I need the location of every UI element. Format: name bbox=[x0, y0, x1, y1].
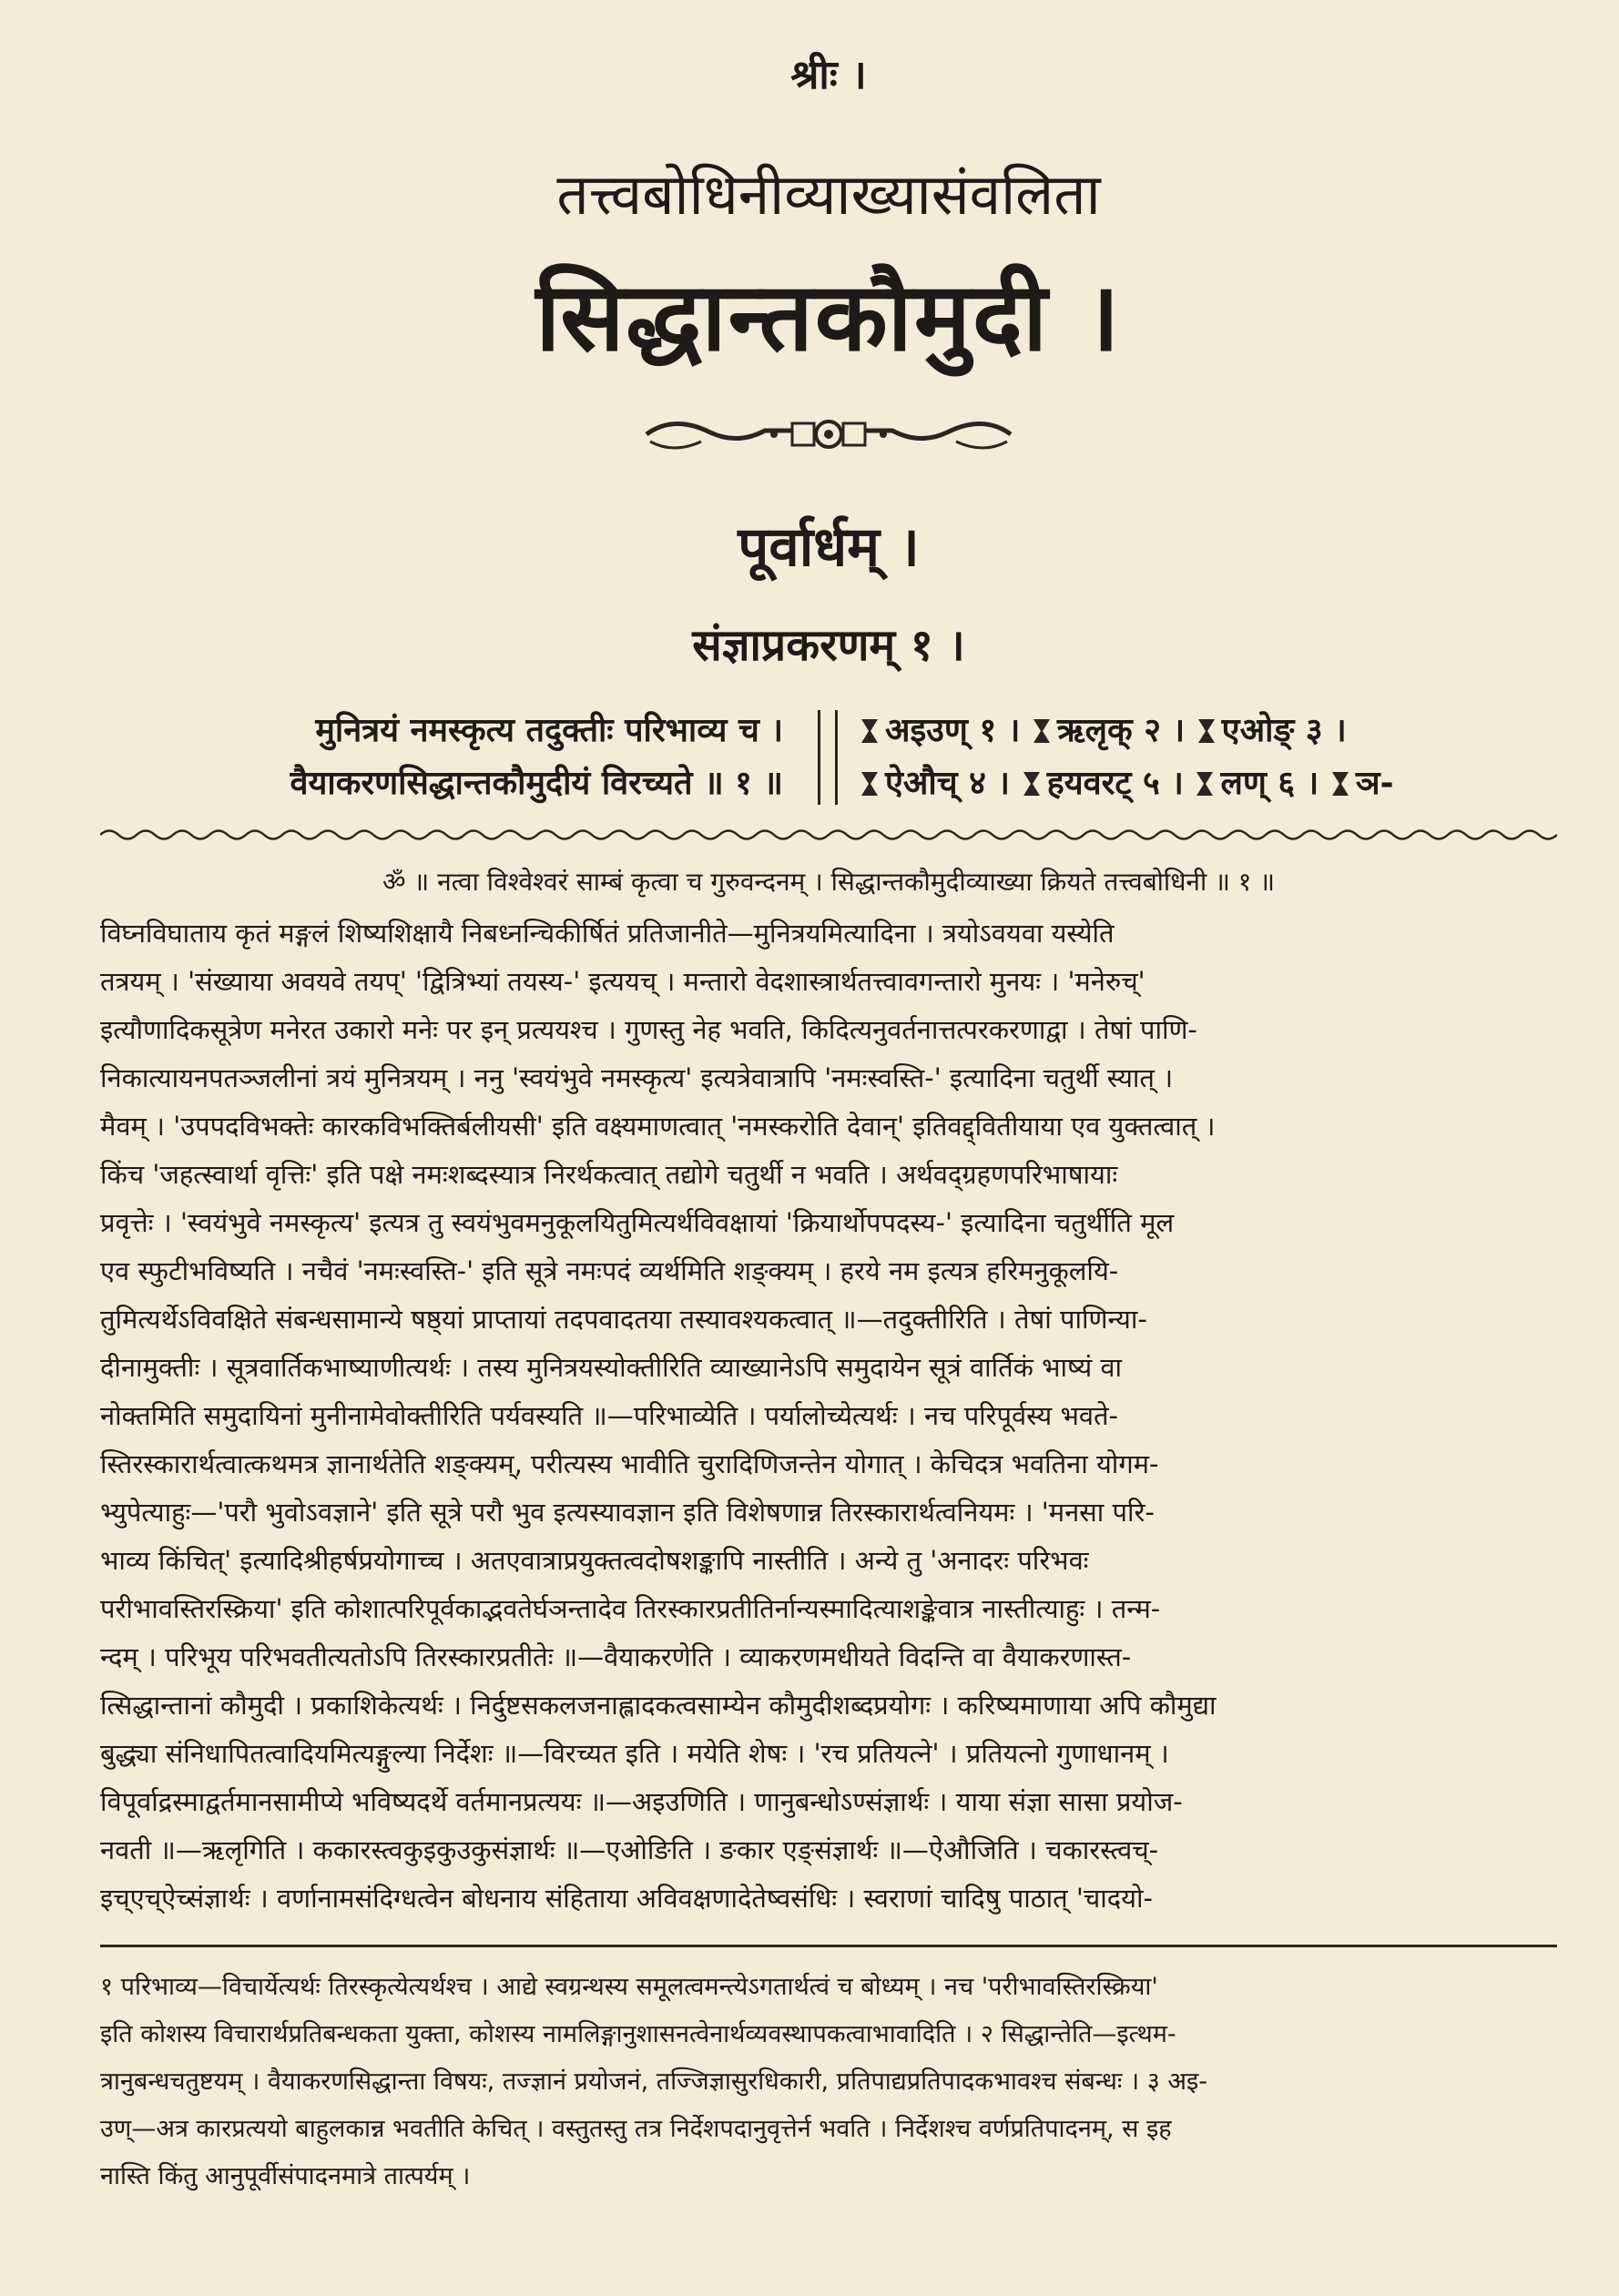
section-heading: संज्ञाप्रकरणम् १ । bbox=[692, 620, 965, 671]
footnote-line: नास्ति किंतु आनुपूर्वीसंपादनमात्रे तात्पर्यम् । bbox=[100, 2162, 471, 2190]
commentary-line: न्दम् । परिभूय परिभवतीत्यतोऽपि तिरस्कारप्रतीतेः ॥—वैयाकरणेति । व्याकरणमधीयते विदन्ति वा वैयाकरणास्त- bbox=[100, 1641, 1132, 1672]
footnote-line: १ परिभाव्य—विचार्येत्यर्थः तिरस्कृत्येत्यर्थश्च । आद्ये स्वग्रन्थस्य समूलत्वमन्त्येऽगतार्थत्वं च बोध्यम् । नच 'परीभावस्तिरस्क्रिया' bbox=[100, 1973, 1158, 2001]
commentary-line: प्रवृत्तेः । 'स्वयंभुवे नमस्कृत्य' इत्यत्र तु स्वयंभुवमनुकूलयितुमित्यर्थविवक्षायां 'क्रियार्थोपपदस्य-' इत्यादिना चतुर्थीति मूल bbox=[100, 1207, 1175, 1238]
column-divider bbox=[818, 710, 820, 805]
footnotes bbox=[100, 1964, 1557, 2200]
commentary-line: इत्यौणादिकसूत्रेण मनेरत उकारो मनेः पर इन् प्रत्ययश्च । गुणस्तु नेह भवति, किदित्यनुवर्तनात्तत्परकरणाद्वा । तेषां पाणि- bbox=[100, 1014, 1197, 1045]
commentary-line: स्तिरस्कारार्थत्वात्कथमत्र ज्ञानार्थतेति शङ्क्यम्, परीत्यस्य भावीति चुरादिणिजन्तेन योगात् । केचिदत्र भवतिना योगम- bbox=[100, 1448, 1159, 1479]
commentary-line: नोक्तमिति समुदायिनां मुनीनामेवोक्तीरिति पर्यवस्यति ॥—परिभाव्येति । पर्यालोच्येत्यर्थः । नच परिपूर्वस्य भवते- bbox=[100, 1400, 1118, 1431]
footnote-line: त्रानुबन्धचतुष्टयम् । वैयाकरणसिद्धान्ता विषयः, तज्ज्ञानं प्रयोजनं, तज्जिज्ञासुरधिकारी, प्रतिपाद्यप्रतिपादकभावश्च संबन्धः । ३ अइ- bbox=[100, 2067, 1207, 2096]
sutra-item: ञ- bbox=[1355, 765, 1394, 802]
sutra-mark-icon bbox=[1196, 717, 1217, 745]
tattvabodhini-commentary bbox=[100, 858, 1557, 1923]
commentary-title: तत्त्वबोधिनीव्याख्यासंवलिता bbox=[556, 161, 1101, 228]
sutra-item: हयवरट् ५ । bbox=[1046, 765, 1184, 802]
shiva-sutras bbox=[852, 705, 1557, 810]
commentary-line: एव स्फुटीभविष्यति । नचैवं 'नमःस्वस्ति-' इति सूत्रे नमःपदं व्यर्थमिति शङ्क्यम् । हरये नम इत्यत्र हरिमनुकूलयि- bbox=[100, 1255, 1119, 1286]
commentary-line: भ्युपेत्याहुः—'परौ भुवोऽवज्ञाने' इति सूत्रे परौ भुव इत्यस्यावज्ञान इति विशेषणान्न तिरस्कारार्थत्वनियमः । 'मनसा परि- bbox=[100, 1497, 1155, 1528]
sutra-mark-icon bbox=[860, 770, 880, 798]
sutra-mark-icon bbox=[1195, 770, 1215, 798]
page bbox=[100, 27, 1557, 2200]
mangala-verse bbox=[100, 705, 803, 810]
commentary-line: नवती ॥—ऋलृगिति । ककारस्त्वकुइकुउकुसंज्ञार्थः ॥—एओङिति । ङकार एङ्संज्ञार्थः ॥—ऐऔजिति । चकारस्त्वच्- bbox=[100, 1834, 1159, 1865]
sutra-item: लण् ६ । bbox=[1220, 765, 1319, 802]
column-divider bbox=[835, 710, 838, 805]
footnote-rule bbox=[100, 1945, 1557, 1947]
commentary-line: किंच 'जहत्स्वार्था वृत्तिः' इति पक्षे नमःशब्दस्यात्र निरर्थकत्वात् तद्योगे चतुर्थी न भवति । अर्थवद्ग्रहणपरिभाषायाः bbox=[100, 1159, 1118, 1190]
footnote-line: उण्—अत्र कारप्रत्ययो बाहुलकान्न भवतीति केचित् । वस्तुतस्तु तत्र निर्देशपदानुवृत्तेर्न भवति । निर्देशश्च वर्णप्रतिपादनम्, स इह bbox=[100, 2115, 1172, 2143]
commentary-line: बुद्ध्या संनिधापितत्वादियमित्यङ्गुल्या निर्देशः ॥—विरच्यत इति । मयेति शेषः । 'रच प्रतियत्ने' । प्रतियत्नो गुणाधानम् । bbox=[100, 1738, 1169, 1769]
sutra-item: एओङ् ३ । bbox=[1221, 712, 1347, 749]
sutra-mark-icon bbox=[1330, 770, 1350, 798]
sutra-item: ऋलृक् २ । bbox=[1056, 712, 1186, 749]
verse-line-2: वैयाकरणसिद्धान्तकौमुदीयं विरच्यते ॥ १ ॥ bbox=[290, 765, 783, 802]
sutra-line-1 bbox=[860, 705, 1557, 757]
wavy-divider bbox=[100, 827, 1557, 843]
book-title: सिद्धान्तकौमुदी । bbox=[535, 261, 1122, 372]
ornament-icon bbox=[637, 405, 1020, 463]
sutra-mark-icon bbox=[1022, 770, 1042, 798]
commentary-line: निकात्यायनपतञ्जलीनां त्रयं मुनित्रयम् । ननु 'स्वयंभुवे नमस्कृत्य' इत्यत्रेवात्रापि 'नमःस्वस्ति-' इत्यादिना चतुर्थी स्यात् । bbox=[100, 1062, 1174, 1093]
commentary-invocation: ॐ ॥ नत्वा विश्वेश्वरं साम्बं कृत्वा च गुरुवन्दनम् । सिद्धान्तकौमुदीव्याख्या क्रियते तत्त्वबोधिनी ॥ १ ॥ bbox=[382, 867, 1276, 897]
mangala-block bbox=[100, 705, 1557, 810]
commentary-line: इच्एच्ऐच्संज्ञार्थः । वर्णानामसंदिग्धत्वेन बोधनाय संहिताया अविवक्षणादेतेष्वसंधिः । स्वराणां चादिषु पाठात् 'चादयो- bbox=[100, 1883, 1153, 1914]
sutra-line-2 bbox=[860, 757, 1557, 810]
sutra-mark-icon bbox=[1032, 717, 1052, 745]
commentary-line: मैवम् । 'उपपदविभक्तेः कारकविभक्तिर्बलीयसी' इति वक्ष्यमाणत्वात् 'नमस्करोति देवान्' इतिवद्द्वितीयाया एव युक्तत्वात् । bbox=[100, 1111, 1216, 1142]
commentary-line: दीनामुक्तीः । सूत्रवार्तिकभाष्याणीत्यर्थः । तस्य मुनित्रयस्योक्तीरिति व्याख्यानेऽपि समुदायेन सूत्रं वार्तिकं भाष्यं वा bbox=[100, 1352, 1123, 1383]
commentary-line: परीभावस्तिरस्क्रिया' इति कोशात्परिपूर्वकाद्भवतेर्घञन्तादेव तिरस्कारप्रतीतिर्नान्यस्मादित्याशङ्केवात्र नास्तीत्याहुः । तन्म- bbox=[100, 1593, 1161, 1624]
shri-invocation: श्रीः । bbox=[790, 52, 867, 98]
commentary-line: त्सिद्धान्तानां कौमुदी । प्रकाशिकेत्यर्थः । निर्दुष्टसकलजनाह्लादकत्वसाम्येन कौमुदीशब्दप्रयोगः । करिष्यमाणाया अपि कौमुद्या bbox=[100, 1690, 1217, 1721]
part-heading: पूर्वार्धम् । bbox=[738, 515, 920, 579]
commentary-line: विघ्नविघाताय कृतं मङ्गलं शिष्यशिक्षायै निबध्नन्चिकीर्षितं प्रतिजानीते—मुनित्रयमित्यादिना । त्रयोऽवयवा यस्येति bbox=[100, 918, 1115, 949]
sutra-item: अइउण् १ । bbox=[885, 712, 1021, 749]
commentary-line: विपूर्वाद्रस्माद्वर्तमानसामीप्ये भविष्यदर्थे वर्तमानप्रत्ययः ॥—अइउणिति । णानुबन्धोऽण्संज्ञार्थः । याया संज्ञा सासा प्रयोज- bbox=[100, 1786, 1183, 1817]
footnote-line: इति कोशस्य विचारार्थप्रतिबन्धकता युक्ता, कोशस्य नामलिङ्गानुशासनत्वेनार्थव्यवस्थापकत्वाभावादिति । २ सिद्धान्तेति—इत्थम- bbox=[100, 2020, 1176, 2048]
sutra-item: ऐऔच् ४ । bbox=[885, 765, 1011, 802]
commentary-line: तुमित्यर्थेऽविवक्षिते संबन्धसामान्ये षष्ठ्यां प्राप्तायां तदपवादतया तस्यावश्यकत्वात् ॥—तदुक्तीरिति । तेषां पाणिन्या- bbox=[100, 1304, 1147, 1335]
sutra-mark-icon bbox=[860, 717, 880, 745]
verse-line-1: मुनित्रयं नमस्कृत्य तदुक्तीः परिभाव्य च । bbox=[315, 712, 783, 749]
commentary-line: तत्रयम् । 'संख्याया अवयवे तयप्' 'द्वित्रिभ्यां तयस्य-' इत्ययच् । मन्तारो वेदशास्त्रार्थतत्त्वावगन्तारो मुनयः । 'मनेरुच्' bbox=[100, 966, 1146, 997]
commentary-line: भाव्य किंचित्' इत्यादिश्रीहर्षप्रयोगाच्च । अतएवात्राप्रयुक्तत्वदोषशङ्कापि नास्तीति । अन्ये तु 'अनादरः परिभवः bbox=[100, 1545, 1089, 1576]
